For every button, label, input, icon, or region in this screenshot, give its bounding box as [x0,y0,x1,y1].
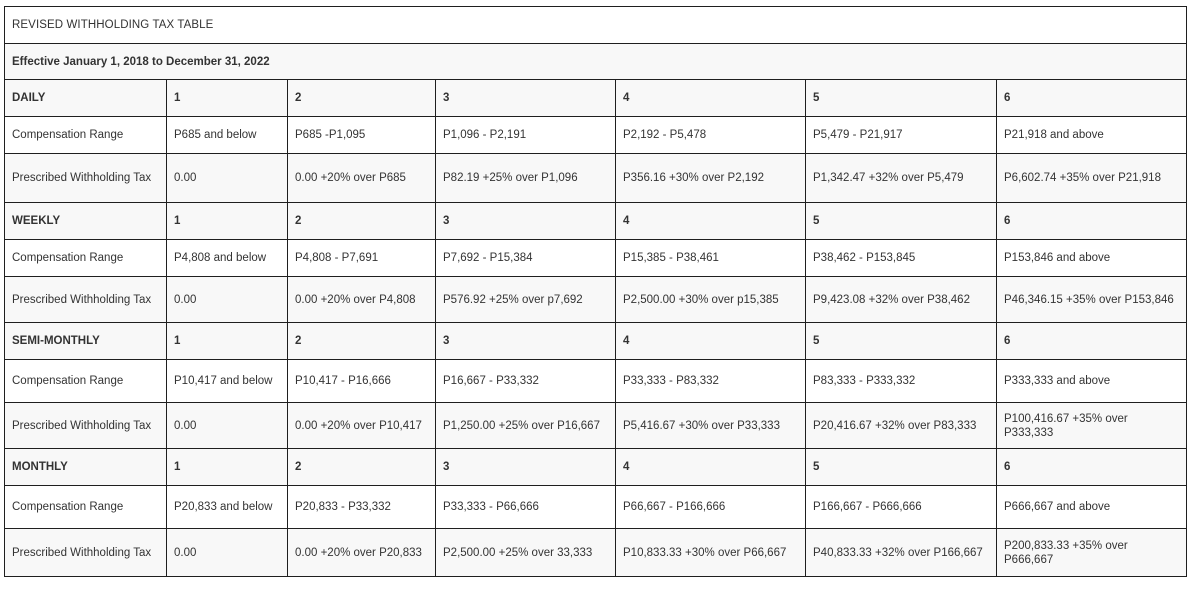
withholding-tax-row-weekly [5,277,1187,323]
effective-date: Effective January 1, 2018 to December 31, 2022 [5,44,1187,80]
withholding-tax-cell: 0.00 [167,277,288,323]
withholding-tax-cell: 0.00 [167,529,288,577]
withholding-tax-table [4,6,1187,577]
bracket-number: 6 [997,449,1187,486]
withholding-tax-row-daily [5,154,1187,203]
bracket-number: 5 [806,80,997,117]
section-name: MONTHLY [5,449,167,486]
bracket-number: 3 [436,449,616,486]
withholding-tax-cell: P6,602.74 +35% over P21,918 [997,154,1187,203]
section-name: WEEKLY [5,203,167,240]
compensation-range-cell: P16,667 - P33,332 [436,360,616,403]
withholding-tax-cell: 0.00 +20% over P20,833 [288,529,436,577]
bracket-number: 3 [436,323,616,360]
withholding-tax-cell: P82.19 +25% over P1,096 [436,154,616,203]
bracket-number: 3 [436,203,616,240]
withholding-tax-cell: P1,342.47 +32% over P5,479 [806,154,997,203]
compensation-range-cell: P166,667 - P666,666 [806,486,997,529]
withholding-tax-cell: P9,423.08 +32% over P38,462 [806,277,997,323]
section-header-row-semi-monthly [5,323,1187,360]
withholding-tax-cell: P20,416.67 +32% over P83,333 [806,403,997,449]
compensation-range-cell: P4,808 - P7,691 [288,240,436,277]
bracket-number: 1 [167,203,288,240]
row-label: Compensation Range [5,486,167,529]
withholding-tax-cell: 0.00 [167,154,288,203]
compensation-range-cell: P685 and below [167,117,288,154]
withholding-tax-cell: P200,833.33 +35% over P666,667 [997,529,1187,577]
compensation-range-row-weekly [5,240,1187,277]
withholding-tax-cell: 0.00 [167,403,288,449]
compensation-range-cell: P4,808 and below [167,240,288,277]
compensation-range-cell: P83,333 - P333,332 [806,360,997,403]
withholding-tax-cell: P10,833.33 +30% over P66,667 [616,529,806,577]
bracket-number: 1 [167,449,288,486]
compensation-range-cell: P153,846 and above [997,240,1187,277]
bracket-number: 4 [616,203,806,240]
bracket-number: 4 [616,80,806,117]
bracket-number: 4 [616,449,806,486]
compensation-range-cell: P10,417 - P16,666 [288,360,436,403]
bracket-number: 2 [288,449,436,486]
compensation-range-cell: P1,096 - P2,191 [436,117,616,154]
withholding-tax-cell: P2,500.00 +30% over p15,385 [616,277,806,323]
bracket-number: 6 [997,323,1187,360]
compensation-range-cell: P33,333 - P66,666 [436,486,616,529]
row-label: Prescribed Withholding Tax [5,529,167,577]
section-header-row-weekly [5,203,1187,240]
table-title-row [5,7,1187,44]
row-label: Compensation Range [5,360,167,403]
withholding-tax-cell: P2,500.00 +25% over 33,333 [436,529,616,577]
bracket-number: 2 [288,80,436,117]
compensation-range-cell: P7,692 - P15,384 [436,240,616,277]
tax-table-container [4,6,1186,577]
bracket-number: 5 [806,203,997,240]
withholding-tax-cell: P40,833.33 +32% over P166,667 [806,529,997,577]
bracket-number: 2 [288,203,436,240]
bracket-number: 5 [806,323,997,360]
section-header-row-daily [5,80,1187,117]
compensation-range-row-daily [5,117,1187,154]
compensation-range-cell: P38,462 - P153,845 [806,240,997,277]
bracket-number: 4 [616,323,806,360]
table-title: REVISED WITHHOLDING TAX TABLE [5,7,1187,44]
compensation-range-cell: P666,667 and above [997,486,1187,529]
row-label: Compensation Range [5,240,167,277]
compensation-range-cell: P21,918 and above [997,117,1187,154]
withholding-tax-cell: 0.00 +20% over P10,417 [288,403,436,449]
bracket-number: 6 [997,203,1187,240]
section-header-row-monthly [5,449,1187,486]
withholding-tax-row-monthly [5,529,1187,577]
withholding-tax-cell: P356.16 +30% over P2,192 [616,154,806,203]
row-label: Prescribed Withholding Tax [5,403,167,449]
row-label: Prescribed Withholding Tax [5,154,167,203]
withholding-tax-cell: P1,250.00 +25% over P16,667 [436,403,616,449]
section-name: DAILY [5,80,167,117]
bracket-number: 2 [288,323,436,360]
compensation-range-cell: P5,479 - P21,917 [806,117,997,154]
compensation-range-cell: P66,667 - P166,666 [616,486,806,529]
compensation-range-cell: P20,833 and below [167,486,288,529]
compensation-range-cell: P10,417 and below [167,360,288,403]
compensation-range-row-monthly [5,486,1187,529]
bracket-number: 1 [167,80,288,117]
section-name: SEMI-MONTHLY [5,323,167,360]
row-label: Compensation Range [5,117,167,154]
withholding-tax-cell: P100,416.67 +35% over P333,333 [997,403,1187,449]
effective-date-row [5,44,1187,80]
row-label: Prescribed Withholding Tax [5,277,167,323]
compensation-range-cell: P15,385 - P38,461 [616,240,806,277]
withholding-tax-cell: P5,416.67 +30% over P33,333 [616,403,806,449]
bracket-number: 1 [167,323,288,360]
withholding-tax-cell: 0.00 +20% over P4,808 [288,277,436,323]
withholding-tax-row-semi-monthly [5,403,1187,449]
compensation-range-cell: P685 -P1,095 [288,117,436,154]
compensation-range-cell: P33,333 - P83,332 [616,360,806,403]
bracket-number: 6 [997,80,1187,117]
withholding-tax-cell: P46,346.15 +35% over P153,846 [997,277,1187,323]
compensation-range-cell: P2,192 - P5,478 [616,117,806,154]
withholding-tax-cell: P576.92 +25% over p7,692 [436,277,616,323]
compensation-range-cell: P333,333 and above [997,360,1187,403]
bracket-number: 3 [436,80,616,117]
compensation-range-cell: P20,833 - P33,332 [288,486,436,529]
bracket-number: 5 [806,449,997,486]
withholding-tax-cell: 0.00 +20% over P685 [288,154,436,203]
compensation-range-row-semi-monthly [5,360,1187,403]
